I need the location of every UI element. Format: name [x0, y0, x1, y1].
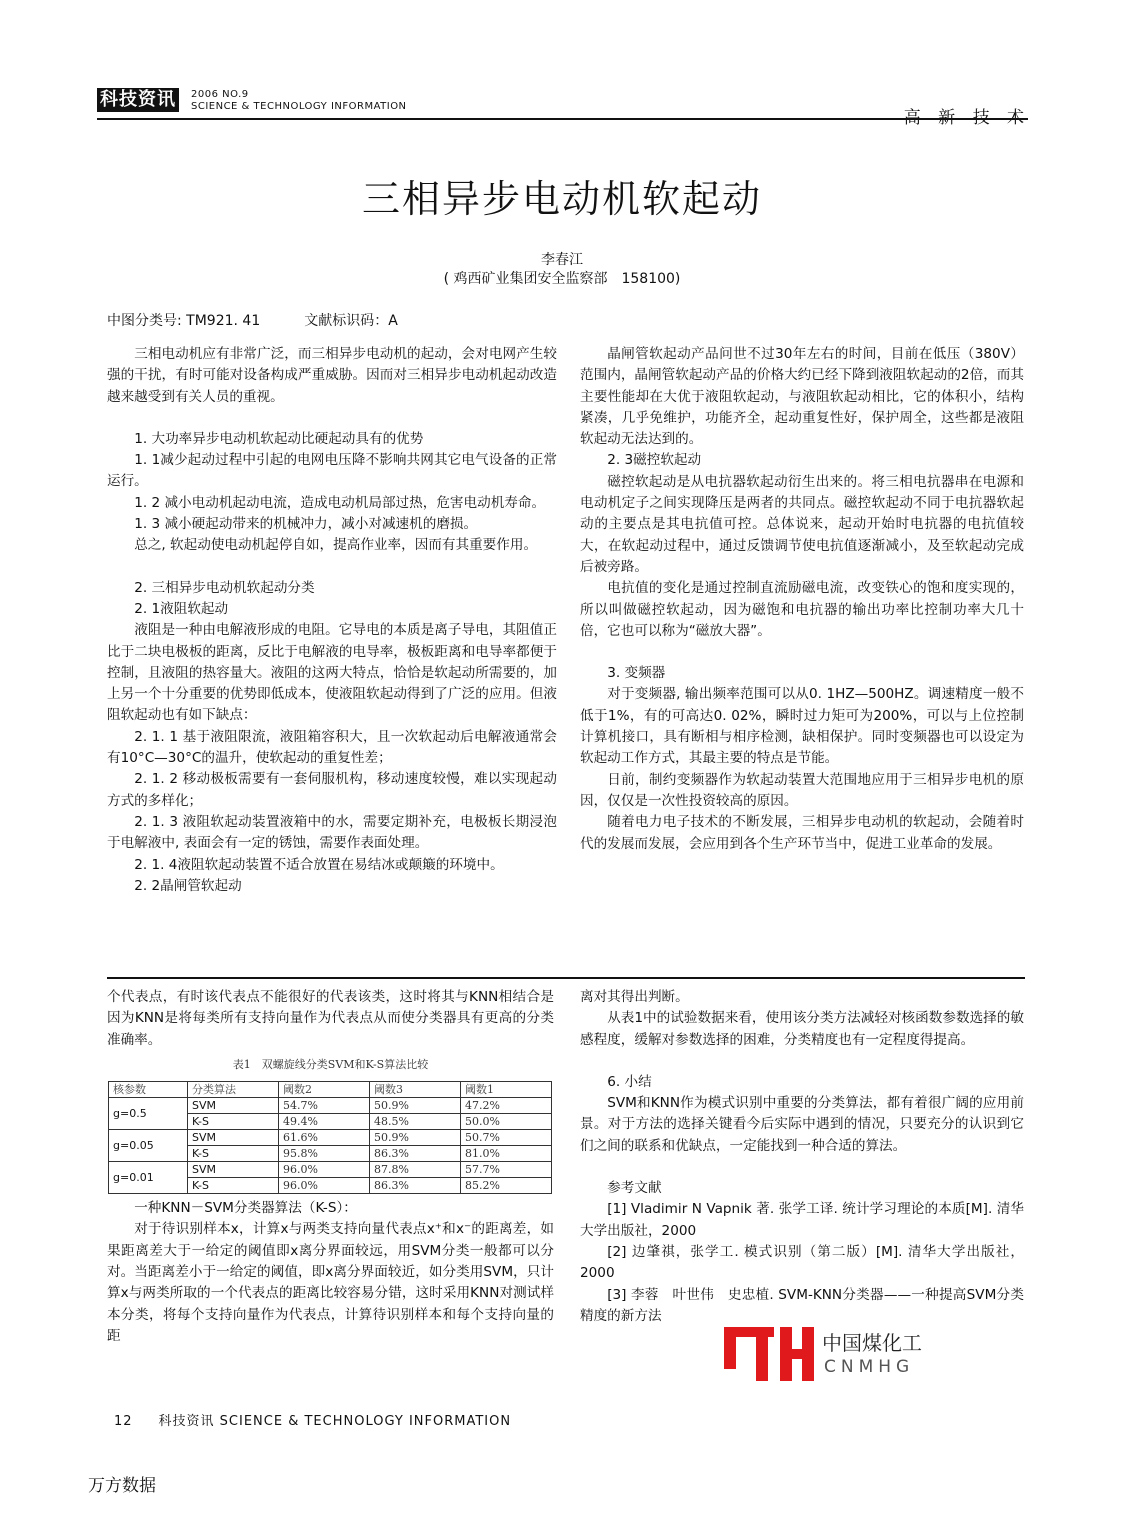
table-header: 分类算法 [188, 1082, 279, 1098]
table-cell: 54.7% [279, 1098, 370, 1114]
paragraph: 2. 1. 3 液阻软起动装置液箱中的水，需要定期补充，电极板长期浸泡于电解液中, 表面会有一定的锈蚀，需要作表面处理。 [107, 813, 557, 852]
comparison-table [108, 1081, 552, 1194]
section-heading: 2. 三相异步电动机软起动分类 [134, 579, 315, 596]
paragraph: 日前，制约变频器作为软起动装置大范围地应用于三相异步电机的原因，仅仅是一次性投资较高的原因。 [580, 771, 1024, 809]
column-left-top [107, 344, 557, 897]
reference-item: [3] 李蓉 叶世伟 史忠植. SVM-KNN分类器——一种提高SVM分类精度的新方法 [580, 1286, 1024, 1324]
table-cell: SVM [188, 1098, 279, 1114]
paragraph: 从表1中的试验数据来看，使用该分类方法减轻对核函数参数选择的敏感程度，缓解对参数选择的困难，分类精度也有一定程度得提高。 [580, 1010, 1024, 1048]
document-code: 文献标识码：A [304, 313, 398, 329]
paragraph: 总之, 软起动使电动机起停自如，提高作业率，因而有其重要作用。 [134, 537, 538, 554]
logo-strokes [724, 1327, 814, 1381]
table-cell: g=0.01 [109, 1162, 188, 1194]
issue-number: 2006 NO.9 [191, 89, 249, 100]
table-cell: 49.4% [279, 1114, 370, 1130]
table-cell: 85.2% [461, 1178, 552, 1194]
paragraph: 液阻是一种由电解液形成的电阻。它导电的本质是离子导电，其阻值正比于二块电极板的距离，反比于电解液的电导率，极板距离和电导率都便于控制，且液阻的热容量大。液阻的这两大特点，恰恰是软起动所需要的，加上另一个十分重要的优势即低成本，使液阻软起动得到了广泛的应用。但液阻软起动也有如下缺点： [107, 622, 557, 724]
watermark-brand-en: CNMHG [824, 1357, 915, 1377]
section-heading: 1. 大功率异步电动机软起动比硬起动具有的优势 [134, 430, 424, 447]
table-cell: 48.5% [370, 1114, 461, 1130]
paragraph: 1. 1减少起动过程中引起的电网电压降不影响共网其它电气设备的正常运行。 [107, 452, 557, 490]
subsection-heading: 2. 3磁控软起动 [607, 452, 702, 469]
article-title: 三相异步电动机软起动 [361, 177, 762, 221]
table-header: 阈数1 [461, 1082, 552, 1098]
table-row [109, 1162, 552, 1178]
paragraph: 2. 1. 2 移动极板需要有一套伺服机构，移动速度较慢，难以实现起动方式的多样化； [107, 771, 557, 809]
section-heading: 6. 小结 [607, 1073, 652, 1090]
subsection-heading: 一种KNN－SVM分类器算法（K-S）： [134, 1200, 357, 1217]
table-header: 阈数2 [279, 1082, 370, 1098]
footer-journal: 科技资讯 SCIENCE & TECHNOLOGY INFORMATION [158, 1414, 512, 1429]
watermark [722, 1323, 934, 1385]
classification-line [107, 310, 398, 330]
table-cell: 50.0% [461, 1114, 552, 1130]
table-cell: 50.9% [370, 1130, 461, 1146]
table-header: 阈数3 [370, 1082, 461, 1098]
table-cell: K-S [188, 1146, 279, 1162]
paragraph: 晶闸管软起动产品问世不过30年左右的时间，目前在低压（380V）范围内，晶闸管软起动产品的价格大约已经下降到液阻软起动的2倍，而其主要性能却在大优于液阻软起动，与液阻软起动相比，它的体积小，结构紧凑，几乎免维护，功能齐全，起动重复性好，保护周全，这些都是液阻软起动无法达到的。 [580, 346, 1024, 448]
table-cell: 50.9% [370, 1098, 461, 1114]
paragraph: SVM和KNN作为模式识别中重要的分类算法，都有着很广阔的应用前景。对于方法的选择关键看今后实际中遇到的情况，只要充分的认识到它们之间的联系和优缺点，一定能找到一种合适的算法。 [580, 1095, 1024, 1154]
watermark-brand-cn: 中国煤化工 [822, 1331, 922, 1355]
article-divider [107, 977, 1025, 979]
table-cell: 96.0% [279, 1162, 370, 1178]
paragraph: 对于变频器, 输出频率范围可以从0. 1HZ—500HZ。调速精度一般不低于1%，有的可高达0. 02%，瞬时过力矩可为200%，可以与上位控制计算机接口，具有断相与相序检测，缺相保护。同时变频器也可以设定为软起动工作方式，其最主要的特点是节能。 [580, 686, 1024, 767]
table-cell: 86.3% [370, 1178, 461, 1194]
table-header: 核参数 [109, 1082, 188, 1098]
reference-item: [1] Vladimir N Vapnik 著. 张学工译. 统计学习理论的本质[M]. 清华大学出版社，2000 [580, 1201, 1024, 1239]
table-cell: SVM [188, 1130, 279, 1146]
issue-info [191, 89, 407, 113]
author: 李春江 [541, 252, 583, 268]
references-heading: 参考文献 [607, 1180, 662, 1197]
table-cell: K-S [188, 1114, 279, 1130]
paragraph: 2. 1. 1 基于液阻限流，液阻箱容积大，且一次软起动后电解液通常会有10°C—30°C的温升，使软起动的重复性差； [107, 728, 557, 767]
journal-logo: 科技资讯 [97, 88, 179, 112]
table-cell: K-S [188, 1178, 279, 1194]
paragraph: 对于待识别样本x，计算x与两类支持向量代表点x⁺和x⁻的距离差，如果距离差大于一给定的阈值即x离分界面较远，用SVM分类一般都可以分对。当距离差小于一给定的阈值，即x离分界面较近，如分类用SVM，只计算x与两类所取的一个代表点的距离比较容易分错，这时采用KNN对测试样本分类，将每个支持向量作为代表点，计算待识别样本和每个支持向量的距 [107, 1221, 554, 1344]
table-cell: 86.3% [370, 1146, 461, 1162]
source-watermark: 万方数据 [88, 1476, 156, 1496]
reference-item: [2] 边肇祺，张学工. 模式识别（第二版）[M]. 清华大学出版社，2000 [580, 1243, 1024, 1282]
subsection-heading: 2. 2晶闸管软起动 [134, 877, 242, 894]
table-cell: 81.0% [461, 1146, 552, 1162]
table-cell: 50.7% [461, 1130, 552, 1146]
paragraph: 个代表点，有时该代表点不能很好的代表该类，这时将其与KNN相结合是因为KNN是将每类所有支持向量作为代表点从而使分类器具有更高的分类准确率。 [107, 989, 554, 1048]
affiliation: ( 鸡西矿业集团安全监察部 158100) [443, 271, 681, 287]
logo-stroke [780, 1349, 814, 1359]
paragraph: 1. 3 减小硬起动带来的机械冲力，减小对减速机的磨损。 [134, 516, 478, 533]
table-row [109, 1130, 552, 1146]
header-rule [97, 118, 1028, 120]
paragraph: 离对其得出判断。 [580, 989, 689, 1005]
subsection-heading: 2. 1液阻软起动 [134, 600, 229, 617]
paragraph: 三相电动机应有非常广泛，而三相异步电动机的起动，会对电网产生较强的干扰，有时可能对设备构成严重威胁。因而对三相异步电动机起动改造越来越受到有关人员的重视。 [107, 346, 557, 405]
section-label: 高 新 技 术 [903, 108, 1030, 128]
column-left-bottom [107, 987, 554, 1347]
table-row [109, 1098, 552, 1114]
clc-number: 中图分类号: TM921. 41 [107, 313, 261, 329]
table-cell: 57.7% [461, 1162, 552, 1178]
table-cell: 96.0% [279, 1178, 370, 1194]
section-heading: 3. 变频器 [607, 665, 666, 682]
paragraph: 1. 2 减小电动机起动电流，造成电动机局部过热，危害电动机寿命。 [134, 494, 546, 511]
column-right-top [580, 344, 1024, 855]
paragraph: 2. 1. 4液阻软起动装置不适合放置在易结冰或颠簸的环境中。 [134, 856, 504, 873]
table-cell: g=0.05 [109, 1130, 188, 1162]
page-number: 12 [114, 1414, 133, 1429]
table-cell: g=0.5 [109, 1098, 188, 1130]
paragraph: 电抗值的变化是通过控制直流励磁电流，改变铁心的饱和度实现的，所以叫做磁控软起动，因为磁饱和电抗器的输出功率比控制功率大几十倍，它也可以称为“磁放大器”。 [580, 580, 1024, 639]
paragraph: 磁控软起动是从电抗器软起动衍生出来的。将三相电抗器串在电源和电动机定子之间实现降压是两者的共同点。磁控软起动不同于电抗器软起动的主要点是其电抗值可控。总体说来，起动开始时电抗器的电抗值较大，在软起动过程中，通过反馈调节使电抗值逐渐减小，及至软起动完成后被旁路。 [580, 473, 1024, 575]
cnmhg-logo-icon [722, 1323, 818, 1385]
table-cell: 61.6% [279, 1130, 370, 1146]
page-footer [114, 1410, 511, 1429]
table-caption: 表1 双螺旋线分类SVM和K-S算法比较 [232, 1057, 429, 1071]
table-cell: 95.8% [279, 1146, 370, 1162]
table-cell: SVM [188, 1162, 279, 1178]
table-cell: 87.8% [370, 1162, 461, 1178]
column-right-bottom [580, 987, 1024, 1327]
table-cell: 47.2% [461, 1098, 552, 1114]
logo-stroke [756, 1327, 768, 1381]
journal-english-name: SCIENCE & TECHNOLOGY INFORMATION [191, 101, 407, 112]
paragraph: 随着电力电子技术的不断发展，三相异步电动机的软起动，会随着时代的发展而发展，会应用到各个生产环节当中，促进工业革命的发展。 [580, 814, 1024, 852]
